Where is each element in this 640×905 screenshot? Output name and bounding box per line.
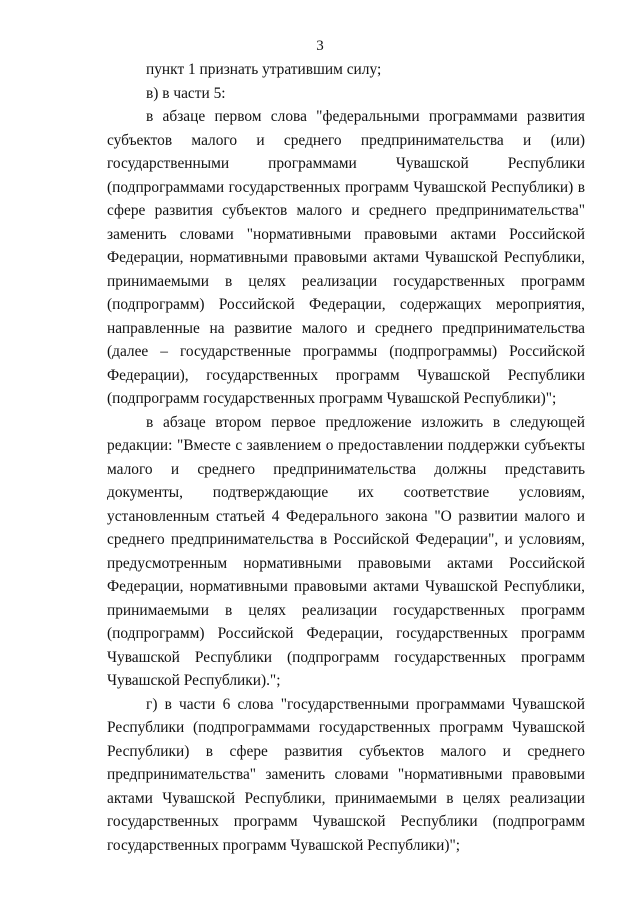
paragraph-part-5-heading: в) в части 5:: [146, 84, 226, 102]
paragraph-first-subparagraph-amendment: в абзаце первом слова "федеральными программами развития субъектов малого и среднего предпринимательства и (или) государственными программами Чувашской Республики (подпрограммами государственных программ Чувашской Республики) в сфере развития субъектов малого и среднего предпринимательства" заменить словами "нормативными правовыми актами Российской Федерации, нормативными правовыми актами Чувашской Республики, принимаемыми в целях реализации государственных программ (подпрограмм) Российской Федерации, содержащих мероприятия, направленные на развитие малого и среднего предпринимательства (далее – государственные программы (подпрограммы) Российской Федерации), государственных программ Чувашской Республики (подпрограмм государственных программ Чувашской Республики)";: [107, 108, 585, 407]
paragraph-repeal-point-1: пункт 1 признать утратившим силу;: [146, 61, 382, 78]
paragraph-part-6-amendment: г) в части 6 слова "государственными программами Чувашской Республики (подпрограммами государственных программ Чувашской Республики) в сфере развития субъектов малого и среднего предпринимательства" заменить словами "нормативными правовыми актами Чувашской Республики, принимаемыми в целях реализации государственных программ Чувашской Республики (подпрограмм государственных программ Чувашской Республики)";: [107, 695, 585, 854]
paragraph-second-subparagraph-amendment: в абзаце втором первое предложение изложить в следующей редакции: "Вместе с заявлением о предоставлении поддержки субъекты малого и среднего предпринимательства должны представить документы, подтверждающие их соответствие условиям, установленным статьей 4 Федерального закона "О развитии малого и среднего предпринимательства в Российской Федерации", и условиям, предусмотренным нормативными правовыми актами Российской Федерации, нормативными правовыми актами Чувашской Республики, принимаемыми в целях реализации государственных программ (подпрограмм) Российской Федерации, государственных программ Чувашской Республики (подпрограмм государственных программ Чувашской Республики).";: [107, 413, 585, 689]
document-body: [107, 58, 585, 857]
page-number: 3: [316, 38, 324, 54]
